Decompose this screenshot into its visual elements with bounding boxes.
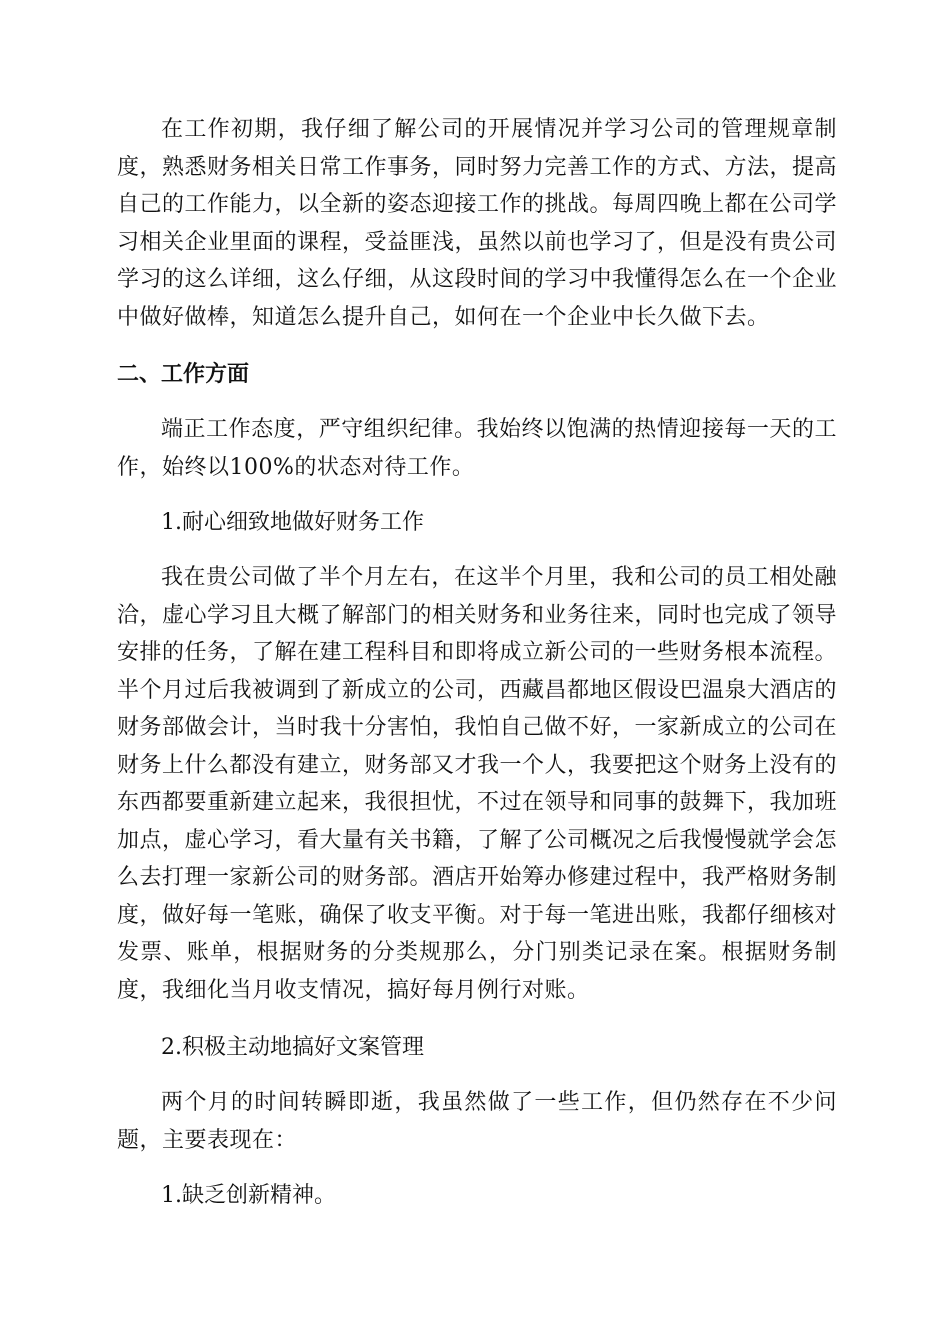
paragraph-problems: 两个月的时间转瞬即逝，我虽然做了一些工作，但仍然存在不少问题，主要表现在： [117, 1090, 837, 1153]
paragraph-intro: 在工作初期，我仔细了解公司的开展情况并学习公司的管理规章制度，熟悉财务相关日常工作事务，同时努力完善工作的方式、方法，提高自己的工作能力，以全新的姿态迎接工作的挑战。每周四晚上都在公司学习相关企业里面的课程，受益匪浅，虽然以前也学习了，但是没有贵公司学习的这么详细，这么仔细，从这段时间的学习中我懂得怎么在一个企业中做好做棒，知道怎么提升自己，如何在一个企业中长久做下去。 [117, 117, 838, 330]
list-item-finance-work: 1.耐心细致地做好财务工作 [161, 510, 424, 535]
list-item-document-management: 2.积极主动地搞好文案管理 [161, 1035, 424, 1060]
paragraph-attitude: 端正工作态度，严守组织纪律。我始终以饱满的热情迎接每一天的工作，始终以100%的状态对待工作。 [117, 417, 837, 480]
list-item-lack-innovation: 1.缺乏创新精神。 [161, 1183, 336, 1208]
paragraph-finance-details: 我在贵公司做了半个月左右，在这半个月里，我和公司的员工相处融洽，虚心学习且大概了解部门的相关财务和业务往来，同时也完成了领导安排的任务，了解在建工程科目和即将成立新公司的一些财务根本流程。半个月过后我被调到了新成立的公司，西藏昌都地区假设巴温泉大酒店的财务部做会计，当时我十分害怕，我怕自己做不好，一家新成立的公司在财务上什么都没有建立，财务部又才我一个人，我要把这个财务上没有的东西都要重新建立起来，我很担忧，不过在领导和同事的鼓舞下，我加班加点，虚心学习，看大量有关书籍，了解了公司概况之后我慢慢就学会怎么去打理一家新公司的财务部。酒店开始筹办修建过程中，我严格财务制度，做好每一笔账，确保了收支平衡。对于每一笔进出账，我都仔细核对发票、账单，根据财务的分类规那么，分门别类记录在案。根据财务制度，我细化当月收支情况，搞好每月例行对账。 [117, 565, 838, 1003]
section-heading-work: 二、工作方面 [117, 362, 250, 387]
